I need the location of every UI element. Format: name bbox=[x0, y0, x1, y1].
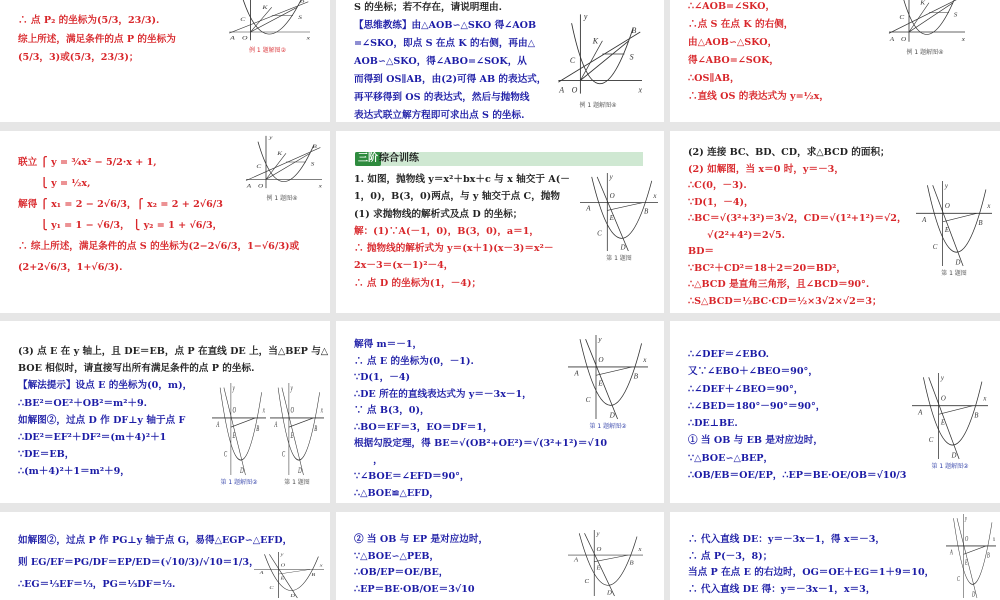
text-line: ∵BC²＋CD²＝18＋2＝20＝BD²， bbox=[688, 262, 846, 274]
text-line: 而得到 OS∥AB，由(2)可得 AB 的表达式， bbox=[354, 74, 547, 85]
line-ks bbox=[251, 7, 272, 32]
figure-label: E bbox=[944, 225, 950, 235]
figure-label: y bbox=[598, 334, 602, 344]
figure bbox=[580, 173, 658, 262]
figure bbox=[554, 10, 642, 109]
text-line: ① 当 OB 与 EB 是对应边时， bbox=[688, 435, 823, 447]
figure-label: S bbox=[953, 11, 958, 19]
text-line: (2) 如解图，当 x＝0 时，y＝－3， bbox=[688, 163, 844, 175]
line-eb bbox=[939, 406, 973, 415]
text-line: ∵ 点 B(3，0)， bbox=[354, 405, 430, 416]
text-line: ∴ 点 P(－3，8)； bbox=[688, 550, 773, 562]
figure-label: D bbox=[290, 593, 295, 599]
figure-label: A bbox=[230, 35, 235, 42]
text-line: (3) 点 E 在 y 轴上，且 DE＝EB，点 P 在直线 DE 上，当△BEP 与△ bbox=[18, 346, 329, 357]
line-eb bbox=[964, 546, 987, 554]
text-line: ， bbox=[354, 454, 383, 466]
text-line: ∴△BCD 是直角三角形，且∠BCD＝90°. bbox=[688, 279, 870, 290]
text-line: ∴∠DEF＝∠EBO. bbox=[688, 349, 769, 360]
text-line: 根据勾股定理，得 BE＝√(OB²+OE²)＝√(3²+1²)＝√10 bbox=[354, 438, 608, 449]
figure-label: C bbox=[584, 578, 589, 585]
text-line: 综上所述，满足条件的点 P 的坐标为 bbox=[18, 33, 176, 45]
figure-label: E bbox=[290, 432, 294, 441]
slide-thumbnail[interactable] bbox=[0, 321, 330, 503]
figure bbox=[225, 0, 310, 54]
text-line: ∵△BOE∽△BEP， bbox=[688, 452, 774, 464]
text-line: ∴∠AOB=∠SKO， bbox=[688, 1, 776, 12]
figure-label: D bbox=[972, 590, 976, 599]
text-line: ∴∠DEF＋∠BEO＝90°， bbox=[688, 383, 804, 395]
figure-label: y bbox=[944, 181, 948, 190]
figure-caption: 第 1 题解图② bbox=[931, 463, 969, 470]
slide-thumbnail[interactable] bbox=[336, 321, 664, 503]
slide-thumbnail[interactable] bbox=[0, 0, 330, 122]
figure-label: K bbox=[920, 0, 926, 7]
text-line: 联立 ⎧ y = ¾x² − 5/2·x + 1, bbox=[18, 157, 157, 168]
figure-label: A bbox=[574, 557, 579, 564]
slide-thumbnail[interactable] bbox=[670, 512, 1000, 600]
figure-label: O bbox=[290, 406, 295, 415]
figure-caption: 第 1 题解图② bbox=[589, 423, 627, 430]
text-line: ∴OB/EB＝OE/EP，∴EP＝BE·OE/OB＝√10/3 bbox=[688, 470, 907, 482]
figure-label: E bbox=[280, 576, 285, 582]
text-line: 如解图②，过点 P 作 PG⊥y 轴于点 G，易得△EGP∽△EFD， bbox=[18, 535, 293, 546]
figure-label: y bbox=[290, 384, 293, 393]
text-line: ∴ 代入直线 DE 得：y＝－3x－1，x＝3， bbox=[688, 583, 876, 595]
figure-label: y bbox=[965, 514, 968, 524]
figure-label: A bbox=[889, 36, 895, 43]
figure-label: O bbox=[242, 35, 248, 42]
figure bbox=[916, 181, 992, 277]
figure-label: O bbox=[609, 191, 615, 200]
figure-label: D bbox=[609, 410, 615, 420]
text-line: ∵D(1，－4)， bbox=[688, 196, 754, 208]
figure-label: O bbox=[232, 406, 237, 415]
figure-label: C bbox=[585, 395, 591, 405]
text-line: ∴BE²＝OE²＋OB²＝m²＋9. bbox=[18, 397, 148, 409]
text-line: ∴直线 OS 的表达式为 y=½x， bbox=[688, 91, 829, 102]
line-ks bbox=[580, 41, 602, 81]
slide-thumbnail[interactable] bbox=[670, 131, 1000, 313]
figure-label: E bbox=[609, 213, 614, 222]
figure-label: E bbox=[596, 564, 601, 572]
text-line: ∴BO＝EF＝3，EO＝DF＝1， bbox=[354, 421, 493, 433]
figure bbox=[946, 514, 996, 598]
figure-label: x bbox=[318, 183, 322, 190]
line-os bbox=[266, 150, 310, 179]
text-line: ⎩ y = ½x, bbox=[18, 178, 91, 189]
line-eb bbox=[596, 367, 632, 375]
text-line: ∴C(0，－3). bbox=[688, 180, 747, 191]
figure-label: B bbox=[299, 0, 305, 4]
slide-thumbnail[interactable] bbox=[0, 512, 330, 600]
figure-label: B bbox=[987, 551, 990, 561]
figure-caption: 第 1 题解图② bbox=[220, 479, 258, 486]
figure-label: O bbox=[940, 393, 946, 403]
line-eb bbox=[607, 203, 642, 211]
text-line: 1. 如图，抛物线 y＝x²＋bx＋c 与 x 轴交于 A(－ bbox=[354, 174, 570, 185]
text-line: √(2²+4²)＝2√5. bbox=[688, 229, 785, 241]
figure-label: x bbox=[653, 191, 657, 200]
figure-label: x bbox=[306, 35, 310, 42]
text-line: ∴EP＝BE·OB/OE＝3√10 bbox=[354, 583, 475, 595]
figure-label: x bbox=[320, 406, 323, 415]
figure-caption: 第 1 题图 bbox=[284, 479, 310, 486]
slide-thumbnail[interactable] bbox=[670, 321, 1000, 503]
figure-label: D bbox=[298, 467, 302, 476]
text-line: (1) 求抛物线的解析式及点 D 的坐标； bbox=[354, 208, 523, 220]
text-line: ∵△BOE∽△PEB， bbox=[354, 550, 440, 562]
text-line: 当点 P 在点 E 的右边时，OG＝OE＋EG＝1＋9＝10， bbox=[688, 567, 935, 578]
text-line: ∴S△BCD＝½BC·CD＝½×3√2×√2＝3； bbox=[688, 295, 882, 307]
figure-label: x bbox=[987, 201, 991, 211]
figure bbox=[242, 133, 322, 202]
text-line: ∵∠BOE＝∠EFD＝90°， bbox=[354, 471, 470, 482]
figure-label: K bbox=[592, 36, 599, 46]
text-line: AOB∽△SKO，得∠ABO=∠SOK，从 bbox=[354, 56, 527, 67]
figure-label: S bbox=[298, 14, 302, 21]
figure-caption: 例 1 题解图④ bbox=[579, 102, 617, 109]
line-ks bbox=[266, 150, 286, 179]
figure-caption: 例 1 题解图④ bbox=[906, 49, 944, 56]
parabola bbox=[242, 0, 302, 34]
diagram bbox=[580, 173, 658, 251]
diagram bbox=[568, 530, 643, 596]
figure-label: O bbox=[965, 534, 969, 544]
figure-label: C bbox=[597, 229, 602, 238]
figure-label: x bbox=[643, 354, 647, 364]
figure-label: x bbox=[319, 563, 323, 569]
figure-label: D bbox=[955, 257, 961, 267]
text-line: ∵D(1，－4) bbox=[354, 372, 411, 383]
line-os bbox=[251, 7, 298, 32]
text-line: ∴DE²＝EF²＋DF²＝(m＋4)²＋1 bbox=[18, 432, 167, 444]
figure-label: K bbox=[262, 5, 268, 11]
figure-label: E bbox=[940, 417, 946, 427]
text-line: ∴ 综上所述，满足条件的点 S 的坐标为(2−2√6/3，1−√6/3)或 bbox=[18, 241, 300, 252]
figure-label: C bbox=[240, 17, 246, 23]
figure bbox=[912, 372, 988, 470]
section-title: 综合训练 bbox=[379, 153, 419, 164]
text-line: (2+2√6/3，1+√6/3). bbox=[18, 262, 123, 273]
slide-thumbnail[interactable] bbox=[336, 0, 664, 122]
figure-label: C bbox=[569, 55, 576, 65]
figure-label: D bbox=[607, 590, 612, 597]
figure-label: x bbox=[961, 36, 965, 43]
text-line: 得∠ABO=∠SOK， bbox=[688, 55, 780, 66]
figure-label: D bbox=[620, 243, 626, 252]
figure-label: A bbox=[950, 548, 953, 557]
slide-thumbnail[interactable] bbox=[336, 131, 664, 313]
figure-label: C bbox=[281, 450, 286, 460]
text-line: ∴点 S 在点 K 的右侧， bbox=[688, 19, 794, 30]
figure-label: A bbox=[586, 204, 591, 213]
figure-label: O bbox=[596, 546, 602, 553]
figure-caption: 例 1 题解图② bbox=[248, 47, 286, 54]
figure-label: E bbox=[598, 378, 603, 388]
line-eb bbox=[231, 418, 255, 427]
text-line: 2x－3＝(x－1)²－4， bbox=[354, 260, 454, 272]
text-line: 【解法提示】设点 E 的坐标为(0，m)， bbox=[18, 380, 193, 392]
figure-label: x bbox=[638, 85, 642, 95]
figure-label: B bbox=[256, 424, 260, 434]
figure-label: y bbox=[940, 372, 944, 382]
text-line: ∴OS∥AB， bbox=[688, 73, 740, 84]
text-line: ∴ 点 P₂ 的坐标为(5/3，23/3). bbox=[18, 15, 160, 26]
diagram bbox=[554, 10, 642, 98]
figure-label: B bbox=[643, 207, 649, 216]
figure-label: E bbox=[232, 432, 236, 441]
diagram bbox=[254, 552, 324, 598]
figure-label: B bbox=[312, 143, 317, 150]
figure-label: O bbox=[571, 85, 578, 95]
figure-label: O bbox=[944, 201, 950, 211]
section-header bbox=[355, 152, 643, 166]
parabola bbox=[901, 0, 957, 34]
figure-label: S bbox=[629, 52, 634, 62]
figure-caption: 例 1 题图④ bbox=[266, 195, 298, 202]
line-eb bbox=[289, 418, 313, 427]
figure-label: A bbox=[922, 215, 927, 224]
figure-label: B bbox=[314, 424, 318, 434]
text-line: ∴DE 所在的直线表达式为 y＝－3x－1， bbox=[354, 388, 532, 400]
line-os bbox=[580, 41, 628, 81]
text-line: 表达式联立解方程即可求出点 S 的坐标. bbox=[354, 110, 525, 121]
slide-thumbnail[interactable] bbox=[0, 131, 330, 313]
diagram bbox=[225, 0, 310, 43]
figure bbox=[568, 530, 643, 596]
text-line: ∴ 代入直线 DE：y＝－3x－1，得 x＝－3， bbox=[688, 534, 886, 545]
text-line: S 的坐标；若不存在，请说明理由. bbox=[354, 2, 502, 13]
text-line: 则 EG/EF＝PG/DF＝EP/ED＝(√10/3)/√10＝1/3， bbox=[18, 557, 259, 568]
figure bbox=[568, 334, 648, 430]
figure-label: C bbox=[899, 14, 905, 21]
figure-label: C bbox=[932, 242, 938, 252]
figure-label: A bbox=[918, 406, 923, 417]
diagram bbox=[242, 133, 322, 191]
figure-label: B bbox=[311, 572, 316, 578]
figure-label: A bbox=[216, 421, 220, 430]
text-line: 1，0)，B(3，0)两点，与 y 轴交于点 C，抛物 bbox=[354, 191, 560, 203]
text-line: ∴DE⊥BE. bbox=[688, 418, 738, 430]
diagram bbox=[885, 0, 965, 45]
text-line: 如解图②，过点 D 作 DF⊥y 轴于点 F bbox=[18, 414, 186, 426]
text-line: ∴OB/EP＝OE/BE， bbox=[354, 567, 449, 578]
slide-thumbnail[interactable] bbox=[336, 512, 664, 600]
section-badge: 三阶 bbox=[355, 152, 381, 166]
figure-label: y bbox=[609, 173, 613, 182]
diagram bbox=[212, 383, 266, 475]
figure-label: y bbox=[269, 134, 273, 141]
text-line: (5/3，3)或(5/3，23/3)； bbox=[18, 52, 139, 63]
figure-label: B bbox=[629, 559, 634, 567]
figure-label: B bbox=[631, 25, 637, 35]
figure-label: B bbox=[978, 218, 983, 228]
figure-label: B bbox=[633, 371, 639, 381]
text-line: 解得 m＝－1， bbox=[354, 339, 423, 350]
figure-label: y bbox=[280, 552, 284, 558]
figure bbox=[254, 552, 324, 598]
figure-label: C bbox=[928, 434, 934, 444]
text-line: ∵DE＝EB， bbox=[18, 449, 75, 461]
line-eb bbox=[279, 569, 311, 574]
figure-label: S bbox=[310, 161, 315, 168]
text-line: =∠SKO，即点 S 在点 K 的右侧，再由△ bbox=[354, 38, 535, 49]
figure-label: A bbox=[559, 85, 565, 95]
text-line: ∴ 点 D 的坐标为(1，－4)； bbox=[354, 277, 482, 289]
figure-label: B bbox=[974, 410, 979, 420]
figure-label: y bbox=[583, 11, 588, 21]
figure bbox=[212, 383, 266, 486]
text-line: 又∵∠EBO＋∠BEO＝90°， bbox=[688, 366, 818, 378]
figure-label: x bbox=[983, 393, 987, 403]
figure bbox=[270, 383, 324, 486]
text-line: BOE 相似时，请直接写出所有满足条件的点 P 的坐标. bbox=[18, 363, 255, 375]
text-line: (2) 连接 BC、BD、CD，求△BCD 的面积； bbox=[688, 147, 890, 158]
text-line: ② 当 OB 与 EP 是对应边时， bbox=[354, 534, 489, 545]
text-line: 【思维教练】由△AOB∽△SKO 得∠AOB bbox=[354, 20, 537, 31]
figure-caption: 第 1 题图 bbox=[606, 255, 632, 262]
figure-label: x bbox=[262, 406, 265, 415]
diagram bbox=[912, 373, 988, 459]
figure-label: D bbox=[240, 467, 244, 476]
figure bbox=[885, 0, 965, 56]
figure-label: C bbox=[223, 450, 228, 460]
line-eb bbox=[943, 213, 977, 222]
line-os bbox=[909, 3, 953, 32]
text-line: ∴ 抛物线的解析式为 y＝(x＋1)(x－3)＝x²－ bbox=[354, 243, 554, 255]
diagram bbox=[916, 181, 992, 266]
figure-label: A bbox=[259, 570, 264, 576]
figure-label: D bbox=[951, 449, 957, 460]
text-line: 再平移得到 OS 的表达式，然后与抛物线 bbox=[354, 92, 530, 103]
slide-thumbnail[interactable] bbox=[670, 0, 1000, 122]
figure-label: y bbox=[596, 530, 600, 538]
figure-label: C bbox=[269, 585, 274, 591]
figure-label: C bbox=[256, 163, 262, 170]
figure-label: x bbox=[638, 546, 642, 553]
figure-label: O bbox=[258, 183, 264, 190]
figure-caption: 第 1 题图 bbox=[941, 270, 967, 277]
text-line: ∴EG＝⅓EF＝⅓，PG＝⅓DF＝⅓. bbox=[18, 579, 176, 590]
text-line: 由△AOB∽△SKO， bbox=[688, 37, 778, 48]
figure-label: O bbox=[598, 354, 604, 364]
figure-label: E bbox=[965, 558, 968, 567]
diagram bbox=[568, 335, 648, 419]
figure-label: y bbox=[232, 384, 235, 393]
diagram bbox=[946, 514, 996, 598]
figure-label: x bbox=[993, 534, 996, 544]
text-line: ∴BC＝√(3²+3²)＝3√2，CD＝√(1²+1²)＝√2， bbox=[688, 213, 907, 224]
line-ks bbox=[909, 3, 929, 32]
text-line: BD＝ bbox=[688, 246, 715, 257]
text-line: ∴△BOE≌△EFD， bbox=[354, 487, 439, 499]
text-line: 解：(1)∵A(－1，0)，B(3，0)，a＝1， bbox=[354, 225, 539, 237]
figure-label: A bbox=[574, 368, 579, 378]
text-line: ∴ 点 E 的坐标为(0，－1). bbox=[354, 355, 474, 367]
text-line: ∴∠BED＝180°－90°＝90°， bbox=[688, 400, 826, 412]
figure-label: O bbox=[901, 36, 907, 43]
text-line: ⎩ y₁ = 1 − √6/3， ⎩ y₂ = 1 + √6/3， bbox=[18, 220, 223, 231]
figure-label: O bbox=[280, 563, 286, 569]
text-line: ∴(m＋4)²＋1＝m²＋9， bbox=[18, 466, 130, 478]
figure-label: K bbox=[277, 150, 282, 157]
figure-label: C bbox=[957, 575, 961, 584]
line-eb bbox=[594, 555, 628, 562]
figure-label: A bbox=[246, 183, 252, 190]
figure-label: A bbox=[274, 421, 278, 430]
diagram bbox=[270, 383, 324, 475]
text-line: 解得 ⎧ x₁ = 2 − 2√6/3，⎧ x₂ = 2 + 2√6/3 bbox=[18, 199, 223, 210]
